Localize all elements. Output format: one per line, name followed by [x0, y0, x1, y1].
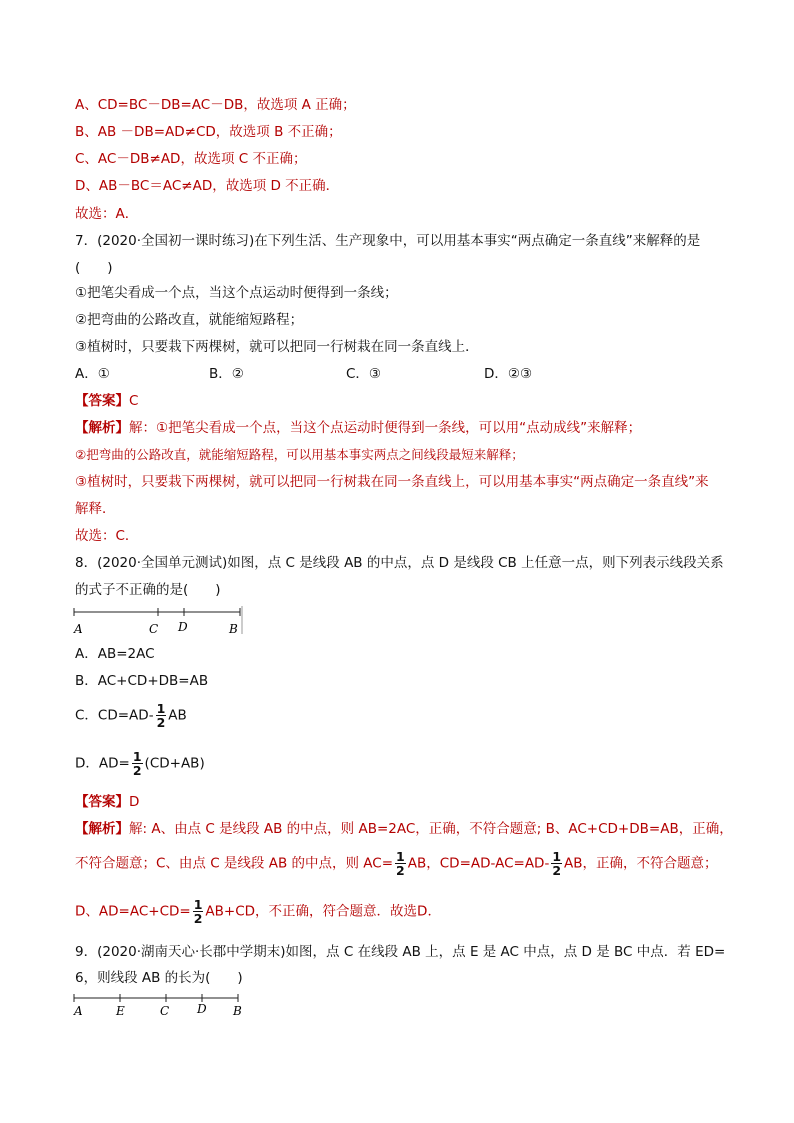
label-d: D	[178, 620, 188, 634]
fraction-half: $\frac{1}{2}$	[193, 897, 203, 926]
prev-solution-choice: 故选：A．	[75, 206, 139, 222]
prev-solution-c: C、AC－DB≠AD，故选项 C 不正确；	[75, 151, 307, 167]
q7-analysis3: ③植树时，只要栽下两棵树，就可以把同一行树栽在同一条直线上，可以用基本事实“两点确定一条直线”来	[75, 474, 709, 490]
q7-item1: ①把笔尖看成一个点，当这个点运动时便得到一条线；	[75, 285, 398, 301]
label-c: C	[149, 622, 159, 636]
q8-analysis3-pre: D、AD=AC+CD=	[75, 903, 191, 920]
label-b: B	[229, 622, 238, 636]
q8-analysis2-post: AB，正确，不符合题意；	[564, 855, 718, 872]
fraction-half: $\frac{1}{2}$	[396, 849, 405, 878]
fraction-half: $\frac{1}{2}$	[156, 701, 166, 730]
answer-tag: 【答案】	[75, 393, 129, 409]
q8-analysis1: 解: A、由点 C 是线段 AB 的中点，则 AB=2AC，正确，不符合题意; B、AC+CD+DB=AB，正确，	[129, 821, 733, 837]
q8-segment-figure	[72, 606, 247, 638]
label-e: E	[116, 1004, 125, 1018]
q8-analysis2-mid: AB，CD=AD-AC=AD-	[407, 855, 550, 872]
label-a: A	[74, 622, 83, 636]
q8-option-a: A．AB=2AC	[75, 646, 155, 662]
q8-analysis3-post: AB+CD，不正确，符合题意．故选D．	[205, 903, 441, 920]
q9-segment-figure	[72, 994, 247, 1020]
q8-option-c-pre: C．CD=AD-	[75, 707, 154, 724]
q7-item2: ②把弯曲的公路改直，就能缩短路程；	[75, 312, 304, 328]
fraction-half: $\frac{1}{2}$	[132, 749, 142, 778]
q7-analysis3b: 解释．	[75, 501, 116, 517]
q8-option-c-post: AB	[168, 707, 187, 724]
q7-option-c: C．③	[346, 366, 382, 382]
q8-option-d-pre: D．AD=	[75, 755, 130, 772]
q8-option-d	[75, 750, 205, 777]
analysis-tag: 【解析】	[75, 821, 129, 837]
answer-tag: 【答案】	[75, 794, 129, 810]
q8-analysis-line3	[75, 898, 441, 925]
q7-answer: C	[129, 393, 139, 409]
q8-option-c	[75, 702, 187, 729]
q7-option-d: D．②③	[484, 366, 533, 382]
prev-solution-b: B、AB －DB=AD≠CD，故选项 B 不正确；	[75, 124, 342, 140]
prev-solution-a: A、CD=BC－DB=AC－DB，故选项 A 正确；	[75, 97, 356, 113]
q8-answer: D	[129, 794, 140, 810]
q7-choice: 故选：C．	[75, 528, 139, 544]
label-a: A	[74, 1004, 83, 1018]
q8-option-b: B．AC+CD+DB=AB	[75, 673, 209, 689]
q7-paren: ( )	[75, 260, 113, 276]
label-d: D	[197, 1002, 207, 1016]
q9-stem2: 6，则线段 AB 的长为( )	[75, 970, 243, 986]
prev-solution-d: D、AB－BC＝AC≠AD，故选项 D 不正确．	[75, 178, 340, 194]
q8-option-d-post: (CD+AB)	[144, 755, 205, 772]
q7-analysis2: ②把弯曲的公路改直，就能缩短路程，可以用基本事实两点之间线段最短来解释；	[75, 447, 524, 462]
q7-analysis1: 解：①把笔尖看成一个点，当这个点运动时便得到一条线，可以用“点动成线”来解释；	[129, 420, 642, 436]
q7-analysis-line1	[75, 418, 641, 438]
q8-analysis-line2	[75, 850, 718, 877]
q8-stem2: 的式子不正确的是( )	[75, 582, 221, 598]
q8-answer-line	[75, 792, 139, 812]
q8-stem1: 8．(2020·全国单元测试)如图，点 C 是线段 AB 的中点，点 D 是线段 CB 上任意一点，则下列表示线段关系	[75, 555, 724, 571]
analysis-tag: 【解析】	[75, 420, 129, 436]
q7-option-a: A．①	[75, 366, 110, 382]
q8-analysis2-pre: 不符合题意；C、由点 C 是线段 AB 的中点，则 AC=	[75, 855, 394, 872]
label-c: C	[160, 1004, 170, 1018]
q9-stem1: 9．(2020·湖南天心·长郡中学期末)如图，点 C 在线段 AB 上，点 E 是 AC 中点，点 D 是 BC 中点．若 ED=	[75, 944, 726, 960]
q7-stem: 7．(2020·全国初一课时练习)在下列生活、生产现象中，可以用基本事实“两点确定一条直线”来解释的是	[75, 233, 701, 249]
q8-analysis-line1	[75, 819, 733, 839]
q7-item3: ③植树时，只要栽下两棵树，就可以把同一行树栽在同一条直线上．	[75, 339, 479, 355]
fraction-half: $\frac{1}{2}$	[552, 849, 562, 878]
label-b: B	[233, 1004, 242, 1018]
q7-answer-line	[75, 391, 138, 411]
q7-option-b: B．②	[209, 366, 244, 382]
